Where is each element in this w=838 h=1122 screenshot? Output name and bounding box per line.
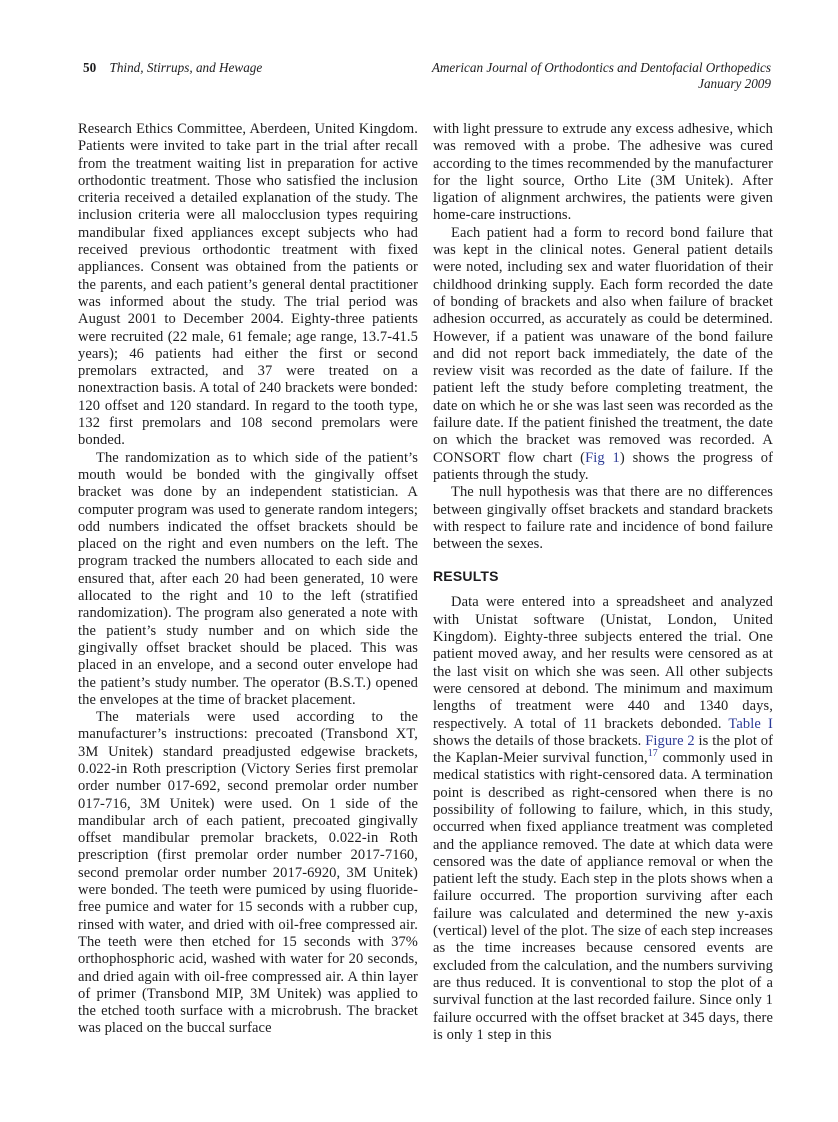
cross-reference-link[interactable]: Table I — [728, 715, 773, 732]
text-run: The materials were used according to the manufacturer’s instructions: precoated (Transbond XT, 3M Unitek) standard preadjusted edgewise brackets, 0.022-in Roth prescription (Victory Series first premolar order number 017-692, second premolar order number 017-716, 3M Unitek) were used. On 1 side of the mandibular arch of each patient, precoated gingivally offset mandibular premolar brackets, 0.022-in Roth prescription (first premolar order number 2017-7160, second premolar order number 2017-6920, 3M Unitek) were bonded. The teeth were pumiced by using fluoride-free pumice and water for 15 seconds with a rubber cup, rinsed with water, and dried with oil-free compressed air. The teeth were then etched for 15 seconds with 37% orthophosphoric acid, washed with water for 20 seconds, and dried again with oil-free compressed air. A thin layer of primer (Transbond MIP, 3M Unitek) was applied to the etched tooth surface with a microbrush. The bracket was placed on the buccal surface — [78, 709, 418, 1037]
text-run: ) shows the progress of patients through the study. — [433, 449, 773, 483]
text-run: The null hypothesis was that there are no differences between gingivally offset brackets and standard brackets with respect to failure rate and incidence of bond failure between the sexes. — [433, 484, 773, 553]
text-run: Research Ethics Committee, Aberdeen, United Kingdom. Patients were invited to take part in the trial after recall from the treatment waiting list in preparation for active orthodontic treatment. Those who satisfied the inclusion criteria received a detailed explanation of the study. The inclusion criteria were all malocclusion types requiring mandibular fixed appliances except subjects who had received previous orthodontic treatment with fixed appliances. Consent was obtained from the patients or the parents, and each patient’s general dental practitioner was informed about the study. The trial period was August 2001 to December 2004. Eighty-three patients were recruited (22 male, 61 female; age range, 13.7-41.5 years); 46 patients had either the first or second premolars extracted, and 37 were treated on a nonextraction basis. A total of 240 brackets were bonded: 120 offset and 120 standard. In regard to the tooth type, 132 first premolars and 108 second premolars were bonded. — [78, 121, 418, 449]
left-column — [78, 121, 418, 1061]
citation-reference-link[interactable]: 17 — [647, 748, 658, 760]
paragraph — [433, 594, 773, 1044]
paragraph — [78, 450, 418, 709]
running-head-right — [432, 60, 771, 91]
running-head-left — [83, 60, 262, 76]
text-run: is the plot of the Kaplan-Meier survival function, — [433, 732, 773, 767]
paragraph — [78, 709, 418, 1038]
text-run: Each patient had a form to record bond failure that was kept in the clinical notes. General patient details were noted, including sex and water fluoridation of their childhood drinking supply. Each form recorded the date of bonding of brackets and also when failure of bracket adhesion occurred, as accurately as could be determined. However, if a patient was unaware of the bond failure and did not report back immediately, the date of the review visit was recorded as the date of failure. If the patient left the study before completing treatment, the date on which he or she was last seen was recorded as the failure date. If the patient finished the treatment, the date on which the bracket was removed was recorded. A CONSORT flow chart ( — [433, 224, 773, 466]
cross-reference-link[interactable]: Fig 1 — [585, 449, 620, 466]
page-number: 50 — [83, 60, 97, 75]
text-run: shows the details of those brackets. — [433, 732, 646, 749]
text-run: Data were entered into a spreadsheet and analyzed with Unistat software (Unistat, London, United Kingdom). Eighty-three subjects entered the trial. One patient moved away, and her results were censored as at the last visit on which she was seen. All other subjects were censored at debond. The minimum and maximum lengths of treatment were 440 and 1340 days, respectively. A total of 11 brackets debonded. — [433, 594, 773, 732]
body-columns — [78, 121, 773, 1061]
text-run: with light pressure to extrude any excess adhesive, which was removed with a probe. The adhesive was cured according to the times recommended by the manufacturer for the light source, Ortho Lite (3M Unitek). After ligation of alignment archwires, the patients were given home-care instructions. — [433, 121, 773, 224]
paragraph — [433, 225, 773, 484]
text-run: commonly used in medical statistics with right-censored data. A termination point is described as right-censored when there is no possibility of following to failure, which, in this study, occurred when fixed appliance treatment was completed and the appliance removed. The date at which data were censored was the date of appliance removal or when the patient left the study. Each step in the plots shows when a failure occurred. The proportion surviving after each failure was calculated and determined the new y-axis (vertical) level of the plot. The size of each step increases as the time increases because censored events are excluded from the calculation, and the numbers surviving are thus reduced. It is conventional to stop the plot of a survival function at the last recorded failure. Since only 1 failure occurred with the offset bracket at 345 days, there is only 1 step in this — [433, 750, 773, 1043]
journal-title: American Journal of Orthodontics and Dentofacial Orthopedics — [431, 60, 771, 75]
cross-reference-link[interactable]: Figure 2 — [645, 732, 695, 749]
issue-date: January 2009 — [698, 75, 771, 91]
paragraph — [78, 121, 418, 450]
right-column — [433, 121, 773, 1061]
text-run: The randomization as to which side of the patient’s mouth would be bonded with the gingivally offset bracket was done by an independent statistician. A computer program was used to generate random integers; odd numbers indicated the offset brackets should be placed on the right and even numbers on the left. The program tracked the numbers allocated to each side and ensured that, after each 20 had been generated, 10 were allocated to the right and 10 to the left (stratified randomization). The program also generated a note with the patient’s study number and on which side the gingivally offset bracket should be placed. This was placed in an envelope, and a second outer envelope had the patient’s study number. The operator (B.S.T.) opened the envelopes at the time of bracket placement. — [78, 449, 418, 708]
running-head — [83, 60, 771, 91]
running-head-authors: Thind, Stirrups, and Hewage — [109, 60, 263, 75]
paragraph — [433, 484, 773, 553]
section-heading-results: RESULTS — [433, 568, 499, 585]
paragraph — [433, 121, 773, 225]
